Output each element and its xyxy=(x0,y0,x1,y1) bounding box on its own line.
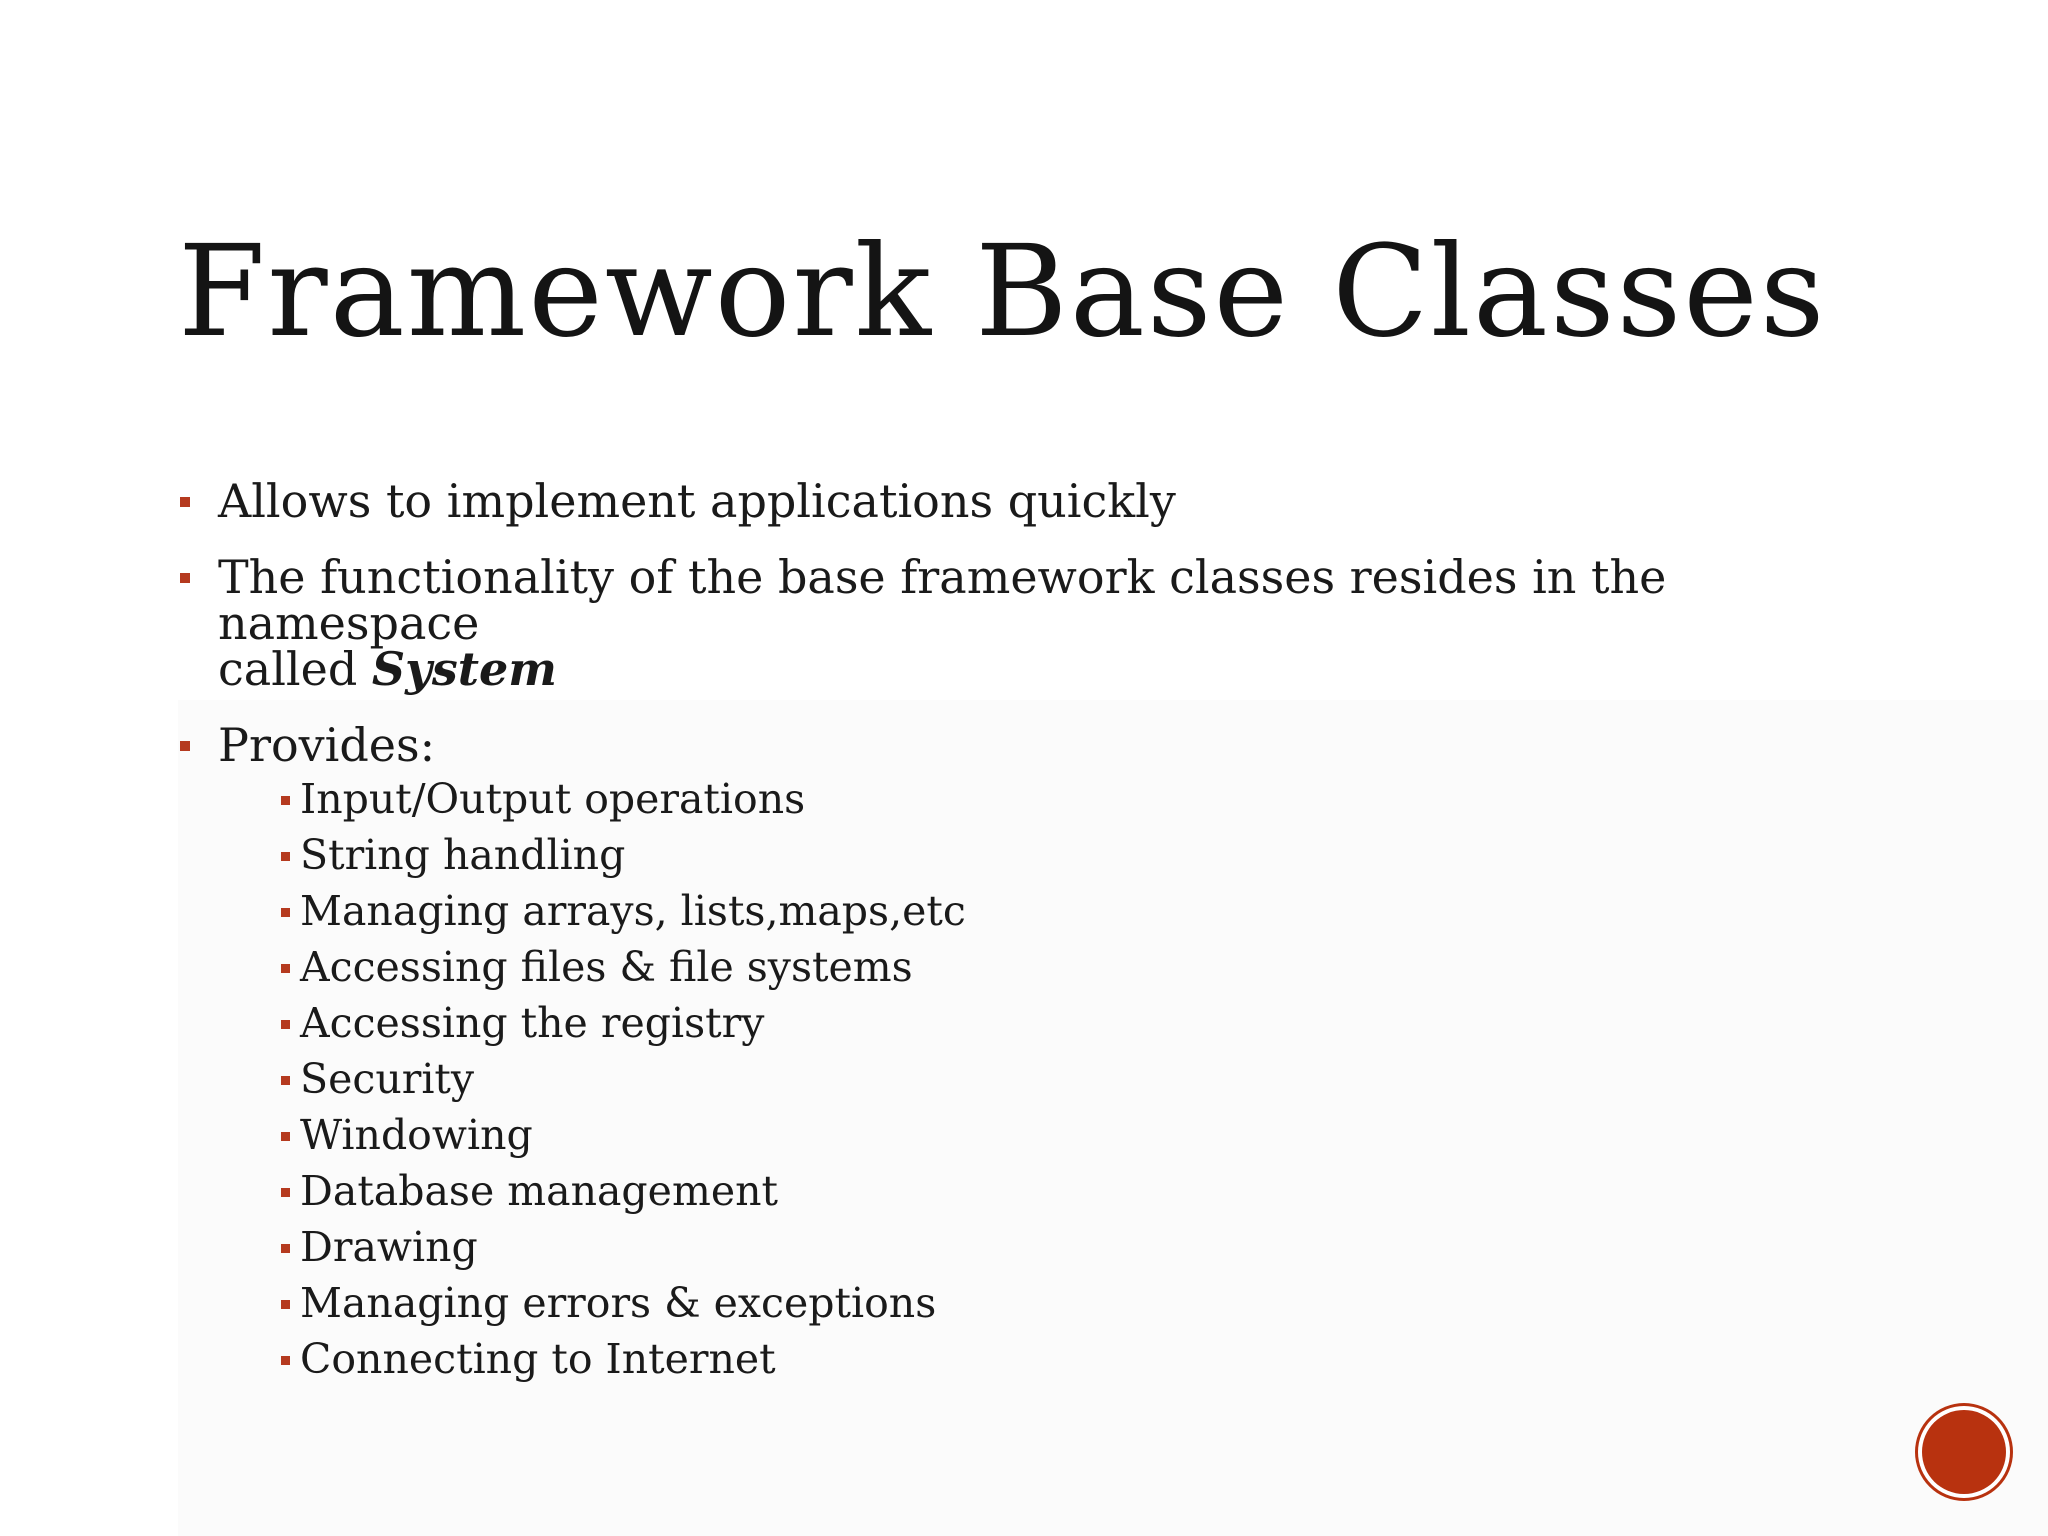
sub-bullet-square-icon xyxy=(281,908,290,917)
sub-bullet-text: Accessing the registry xyxy=(300,999,765,1047)
sub-bullet-square-icon xyxy=(281,1244,290,1253)
sub-bullet-square-icon xyxy=(281,1132,290,1141)
bullet-text-line2-prefix: called xyxy=(218,642,372,696)
sub-bullet-item xyxy=(218,775,1918,823)
circle-icon[interactable] xyxy=(1922,1410,2006,1494)
sub-bullet-text: String handling xyxy=(300,831,626,879)
bullet-text: Allows to implement applications quickly xyxy=(218,474,1176,528)
bullet-text-line1: The functionality of the base framework classes resides in the namespace xyxy=(218,550,1667,650)
bullet-square-icon xyxy=(180,497,190,507)
sub-bullet-square-icon xyxy=(281,1188,290,1197)
sub-bullet-item xyxy=(218,831,1918,879)
bullet-text: Provides: xyxy=(218,718,436,772)
sub-bullet-item xyxy=(218,943,1918,991)
sub-bullet-text: Managing arrays, lists,maps,etc xyxy=(300,887,966,935)
sub-bullet-text: Drawing xyxy=(300,1223,478,1271)
sub-bullet-text: Managing errors & exceptions xyxy=(300,1279,937,1327)
slide-title: Framework Base Classes xyxy=(178,218,1827,365)
sub-bullet-item xyxy=(218,1167,1918,1215)
bullet-item-provides xyxy=(178,718,1918,1383)
sub-bullet-item xyxy=(218,1223,1918,1271)
sub-bullet-item xyxy=(218,887,1918,935)
sub-bullet-square-icon xyxy=(281,1020,290,1029)
sub-bullet-text: Accessing files & file systems xyxy=(300,943,913,991)
sub-bullet-text: Windowing xyxy=(300,1111,533,1159)
namespace-name: System xyxy=(371,642,557,696)
sub-bullet-item xyxy=(218,999,1918,1047)
sub-bullet-square-icon xyxy=(281,964,290,973)
sub-bullet-text: Database management xyxy=(300,1167,778,1215)
bullet-item xyxy=(178,474,1918,528)
bullet-list xyxy=(178,474,1918,1410)
sub-bullet-square-icon xyxy=(281,1076,290,1085)
bullet-square-icon xyxy=(180,741,190,751)
sub-bullet-text: Connecting to Internet xyxy=(300,1335,776,1383)
bullet-square-icon xyxy=(180,573,190,583)
sub-bullet-item xyxy=(218,1279,1918,1327)
provides-sublist xyxy=(218,775,1918,1383)
sub-bullet-square-icon xyxy=(281,1300,290,1309)
sub-bullet-square-icon xyxy=(281,796,290,805)
sub-bullet-item xyxy=(218,1111,1918,1159)
sub-bullet-text: Security xyxy=(300,1055,475,1103)
sub-bullet-square-icon xyxy=(281,1356,290,1365)
sub-bullet-square-icon xyxy=(281,852,290,861)
bullet-item-namespace xyxy=(178,550,1918,696)
sub-bullet-text: Input/Output operations xyxy=(300,775,806,823)
sub-bullet-item xyxy=(218,1335,1918,1383)
sub-bullet-item xyxy=(218,1055,1918,1103)
